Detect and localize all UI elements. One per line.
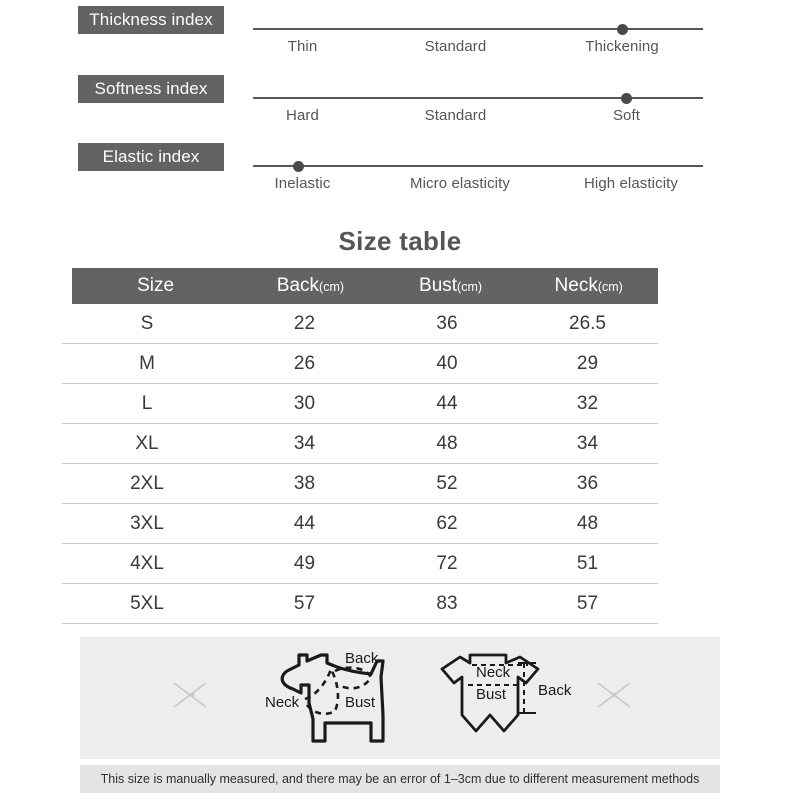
cell-bust: 72 xyxy=(436,552,458,574)
cell-back: 22 xyxy=(293,312,316,334)
scissors-mark-icon xyxy=(592,673,636,717)
slider-tick-label: Micro elasticity xyxy=(410,175,510,192)
cell-neck: 57 xyxy=(576,592,599,614)
slider-track xyxy=(253,165,703,167)
disclaimer-band xyxy=(80,765,720,793)
dog-measurement-diagram xyxy=(265,641,425,751)
cell-size: 4XL xyxy=(130,552,164,574)
slider-thumb-thickness[interactable] xyxy=(617,24,628,35)
table-row xyxy=(62,424,658,464)
coat-label-back: Back xyxy=(538,682,572,699)
cell-bust: 40 xyxy=(436,352,458,374)
column-header-back: Back(cm) xyxy=(276,275,345,296)
page-title: Size table xyxy=(338,226,462,256)
cell-back: 26 xyxy=(293,352,316,374)
column-header-bust: Bust(cm) xyxy=(419,275,483,296)
cell-size: 5XL xyxy=(130,592,164,614)
slider-tick-label: High elasticity xyxy=(583,175,679,192)
scissors-mark-icon xyxy=(168,673,212,717)
cell-neck: 26.5 xyxy=(569,312,606,334)
table-row xyxy=(62,344,658,384)
slider-tick-label: Soft xyxy=(612,107,641,124)
slider-tick-label: Hard xyxy=(286,107,319,124)
cell-neck: 34 xyxy=(576,432,599,454)
cell-back: 57 xyxy=(293,592,316,614)
measurement-illustration-panel xyxy=(80,637,720,759)
cell-bust: 44 xyxy=(436,392,458,414)
slider-tick-label: Inelastic xyxy=(274,175,331,192)
cell-size: L xyxy=(141,392,153,414)
slider-thumb-softness[interactable] xyxy=(621,93,632,104)
column-header-size: Size xyxy=(137,275,175,296)
cell-back: 30 xyxy=(293,392,316,414)
cell-back: 49 xyxy=(293,552,316,574)
cell-bust: 62 xyxy=(436,512,458,534)
index-label-thickness: Thickness index xyxy=(78,6,224,34)
cell-bust: 83 xyxy=(436,592,458,614)
coat-label-bust: Bust xyxy=(476,686,507,703)
cell-neck: 32 xyxy=(576,392,599,414)
slider-tick-label: Standard xyxy=(424,38,487,55)
cell-size: 2XL xyxy=(130,472,164,494)
cell-bust: 52 xyxy=(436,472,458,494)
cell-back: 34 xyxy=(293,432,316,454)
cell-back: 44 xyxy=(293,512,316,534)
cell-neck: 51 xyxy=(576,552,599,574)
dog-label-bust: Bust xyxy=(345,694,376,711)
cell-neck: 48 xyxy=(576,512,599,534)
cell-size: XL xyxy=(135,432,159,454)
table-row xyxy=(62,304,658,344)
cell-size: 3XL xyxy=(130,512,164,534)
garment-measurement-diagram xyxy=(432,643,592,751)
slider-thumb-elastic[interactable] xyxy=(293,161,304,172)
cell-bust: 48 xyxy=(436,432,458,454)
slider-tick-label: Thin xyxy=(287,38,318,55)
cell-neck: 36 xyxy=(576,472,599,494)
slider-tick-label: Standard xyxy=(424,107,487,124)
cell-size: S xyxy=(140,312,154,334)
slider-track xyxy=(253,28,703,30)
slider-tick-label: Thickening xyxy=(585,38,659,55)
slider-scale-thickness xyxy=(253,38,703,62)
dog-label-neck: Neck xyxy=(265,694,300,711)
table-row xyxy=(62,384,658,424)
index-label-softness: Softness index xyxy=(78,75,224,103)
table-header-row xyxy=(72,268,658,304)
slider-track xyxy=(253,97,703,99)
cell-back: 38 xyxy=(293,472,316,494)
table-row xyxy=(62,544,658,584)
table-row xyxy=(62,464,658,504)
size-table xyxy=(62,268,658,624)
table-row xyxy=(62,504,658,544)
cell-bust: 36 xyxy=(436,312,458,334)
coat-label-neck: Neck xyxy=(476,664,511,681)
cell-neck: 29 xyxy=(576,352,599,374)
dog-label-back: Back xyxy=(345,650,379,667)
cell-size: M xyxy=(139,352,155,374)
index-label-elastic: Elastic index xyxy=(78,143,224,171)
column-header-neck: Neck(cm) xyxy=(554,275,623,296)
table-row xyxy=(62,584,658,624)
disclaimer-text: This size is manually measured, and there may be an error of 1–3cm due to different measurement methods xyxy=(100,772,700,786)
slider-scale-elastic xyxy=(253,175,703,199)
slider-scale-softness xyxy=(253,107,703,131)
